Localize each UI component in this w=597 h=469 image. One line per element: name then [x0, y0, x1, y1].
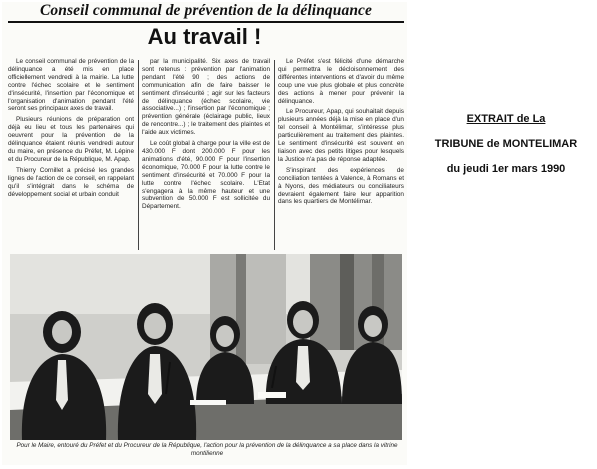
column-rule [274, 60, 275, 250]
article-column-3 [278, 58, 404, 252]
newspaper-clipping [2, 2, 407, 465]
kicker-rule [8, 21, 404, 23]
article-headline: Au travail ! [147, 24, 262, 49]
column-paragraph: Le Procureur, Apap, qui souhaitait depuis plusieurs années déjà la mise en place d'un tel conseil à Montélimar, s'intéresse plus particulièrement au traitement des plaintes. Le sentiment d'insécurité est souvent en liaison avec des petits litiges pour lesquels la Justice n'a pas de réponse adaptée. [278, 108, 404, 163]
column-paragraph: S'inspirant des expériences de conciliation tentées à Valence, à Romans et à Nyons, des médiateurs ou conciliateurs devraient également faire leur apparition dans les quartiers de Montélimar. [278, 166, 404, 206]
photo-caption: Pour le Maire, entouré du Préfet et du Procureur de la République, l'action pour la prévention de la délinquance a sa place dans la vitrine montilienne [16, 442, 398, 457]
column-paragraph: par la municipalité. Six axes de travail sont retenus : prévention par l'animation pendant l'été 90 ; des actions de communication afin de faire baisser le sentiment d'insécurité ; agir sur les facteurs de délinquance (échec scolaire, vie associative...) ; l'insertion par l'économique ; prévention générale (éclairage public, lieux de rencontre...) ; le traitement des plaintes et l'aide aux victimes. [142, 58, 270, 137]
newspaper-name: TRIBUNE de MONTELIMAR [434, 138, 578, 150]
column-rule [138, 60, 139, 250]
column-paragraph: Le conseil communal de prévention de la délinquance a été mis en place officiellement vendredi à la mairie. La lutte contre l'échec scolaire et le sentiment d'insécurité, l'insertion par l'économique et l'organisation d'animation pendant l'été seront ses principaux axes de travail. [8, 58, 134, 113]
column-paragraph: Plusieurs réunions de préparation ont déjà eu lieu et tous les partenaires qui oeuvrent pour la prévention de la délinquance étaient réunis vendredi autour du maire, en présence du Préfet, M. Lépine et du Procureur de la République, M. Apap. [8, 116, 134, 163]
column-paragraph: Thierry Cornillet a précisé les grandes lignes de l'action de ce conseil, en rappelant qu'il s'intégrait dans le schéma de développement social et urbain conduit [8, 166, 134, 198]
extract-note [420, 113, 592, 188]
publication-date: du jeudi 1er mars 1990 [446, 163, 566, 175]
extract-label: EXTRAIT de La [466, 113, 546, 125]
article-column-2 [142, 58, 270, 252]
column-paragraph: Le coût global à charge pour la ville est de 430.000 F dont 200.000 F pour les animations d'été, 90.000 F pour l'insertion économique, 70.000 F pour la lutte contre le sentiment d'insécurité et 70.000 F pour la lutte contre l'échec scolaire. L'Etat s'engagera à la même hauteur et une subvention de 50.000 F est sollicitée du Département. [142, 140, 270, 211]
article-photo [10, 254, 402, 440]
article-column-1 [8, 58, 134, 252]
column-paragraph: Le Préfet s'est félicité d'une démarche qui permettra le décloisonnement des différentes interventions et d'avoir du même coup une vue plus globale et plus concrète des actions à mener pour prévenir la délinquance. [278, 58, 404, 105]
article-kicker: Conseil communal de prévention de la délinquance [39, 2, 373, 19]
meeting-photo [10, 254, 402, 440]
